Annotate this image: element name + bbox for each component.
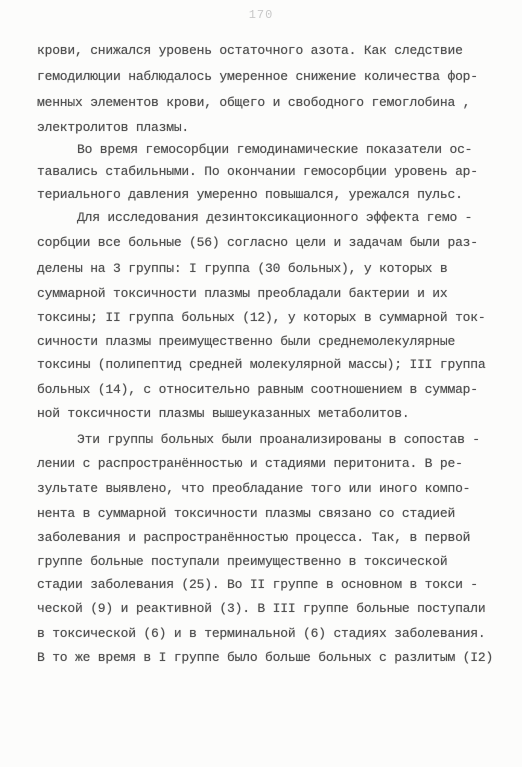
text-line: сичности плазмы преимущественно были среднемолекулярные — [37, 334, 456, 349]
text-line: сорбции все больные (56) согласно цели и задачам были раз- — [37, 235, 478, 250]
text-line: больных (14), с относительно равным соотношением в суммар- — [37, 382, 478, 397]
text-line: заболевания и распространённостью процесса. Так, в первой — [37, 530, 471, 545]
text-line: Для исследования дезинтоксикационного эффекта гемо - — [77, 210, 473, 225]
text-line: ной токсичности плазмы вышеуказанных метаболитов. — [37, 406, 410, 421]
text-line: электролитов плазмы. — [37, 120, 190, 135]
text-line: крови, снижался уровень остаточного азота. Как следствие — [37, 43, 463, 58]
text-line: ческой (9) и реактивной (3). В III группе больные поступали — [37, 601, 486, 616]
text-line: териального давления умеренно повышался, урежался пульс. — [37, 187, 463, 202]
text-line: группе больные поступали преимущественно в токсической — [37, 554, 448, 569]
text-line: тавались стабильными. По окончании гемосорбции уровень ар- — [37, 164, 478, 179]
text-line: менных элементов крови, общего и свободного гемоглобина , — [37, 95, 471, 110]
text-line: нента в суммарной токсичности плазмы связано со стадией — [37, 506, 456, 521]
text-line: Во время гемосорбции гемодинамические показатели ос- — [77, 142, 473, 157]
text-line: зультате выявлено, что преобладание того или иного компо- — [37, 481, 471, 496]
text-line: В то же время в I группе было больше больных с разлитым (I2) — [37, 650, 494, 665]
text-line: стадии заболевания (25). Во II группе в основном в токси - — [37, 577, 478, 592]
text-line: лении с распространённостью и стадиями перитонита. В ре- — [37, 456, 463, 471]
text-line: делены на 3 группы: I группа (30 больных), у которых в — [37, 261, 448, 276]
text-line: в токсической (6) и в терминальной (6) стадиях заболевания. — [37, 626, 486, 641]
text-line: Эти группы больных были проанализированы в сопостав - — [77, 432, 480, 447]
text-line: токсины; II группа больных (12), у которых в суммарной ток- — [37, 310, 486, 325]
text-line: суммарной токсичности плазмы преобладали бактерии и их — [37, 286, 448, 301]
page-number: 170 — [248, 8, 274, 22]
text-line: токсины (полипептид средней молекулярной массы); III группа — [37, 357, 486, 372]
text-line: гемодилюции наблюдалось умеренное снижение количества фор- — [37, 69, 478, 84]
